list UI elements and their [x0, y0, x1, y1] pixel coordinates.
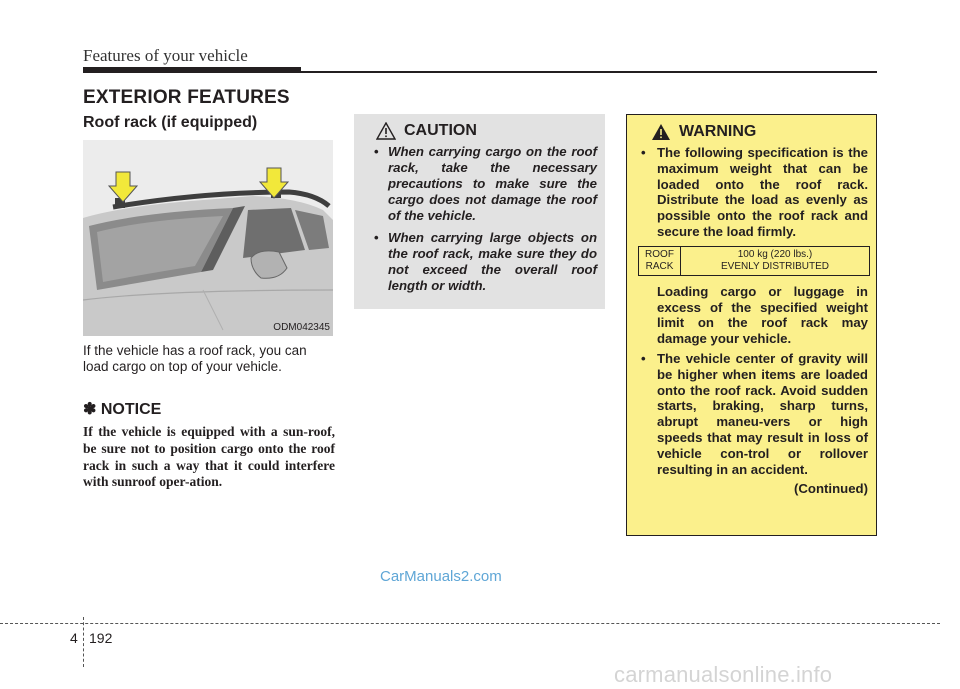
warning-triangle-filled-icon: [651, 123, 671, 141]
running-header: Features of your vehicle: [83, 46, 248, 65]
caution-heading: [376, 122, 597, 140]
roof-rack-figure: [83, 140, 333, 336]
footer-rule: [0, 623, 940, 624]
caution-list: [366, 144, 597, 294]
roof-rack-spec-table: [638, 246, 870, 276]
table-row: [639, 246, 870, 275]
list-item: • When carrying cargo on the roof rack, take the necessary precautions to make sure the cargo does not damage the roof of the vehicle.: [366, 144, 597, 224]
list-item: • The vehicle center of gravity will be higher when items are loaded onto the roof rack. Avoid sudden starts, braking, sharp turns, abrupt maneu-vers or high speeds that may result in loss of vehicle con-trol or rollover resulting in an accident.: [635, 351, 868, 477]
warning-list: [635, 145, 868, 240]
spec-row-label: ROOF RACK: [639, 246, 681, 275]
warning-list-2: [635, 351, 868, 477]
section-title: EXTERIOR FEATURES: [83, 87, 290, 108]
notice-title-text: NOTICE: [100, 401, 162, 418]
caution-title: CAUTION: [404, 122, 477, 139]
car-roof-illustration: [83, 140, 333, 336]
warning-title: WARNING: [679, 123, 757, 140]
figure-code: ODM042345: [273, 322, 330, 333]
header-rule-thick: [83, 67, 301, 73]
page-number: 192: [89, 630, 113, 646]
notice-symbol-icon: ✽: [83, 401, 97, 418]
watermark-link[interactable]: CarManuals2.com: [380, 568, 502, 585]
site-watermark: carmanualsonline.info: [614, 662, 833, 687]
warning-box: [626, 114, 877, 536]
warning-triangle-icon: [376, 122, 396, 140]
caution-box: [354, 114, 605, 309]
header-rule-thin: [301, 71, 877, 73]
warning-heading: [651, 123, 868, 141]
intro-text: If the vehicle has a roof rack, you can load cargo on top of your vehicle.: [83, 343, 307, 374]
notice-title: [83, 399, 161, 419]
list-item: • The following specification is the maximum weight that can be loaded onto the roof rack. Distribute the load as evenly as possible onto the roof rack and secure the load firmly.: [635, 145, 868, 240]
subsection-title: Roof rack (if equipped): [83, 114, 258, 131]
continued-label: (Continued): [794, 481, 868, 497]
warning-continuation-text: Loading cargo or luggage in excess of the specified weight limit on the roof rack may damage your vehicle.: [657, 283, 868, 347]
chapter-number: 4: [70, 630, 78, 646]
notice-text: If the vehicle is equipped with a sun-roof, be sure not to position cargo onto the roof rack in such a way that it could interfere with sunroof oper-ation.: [83, 424, 335, 490]
list-item: • When carrying large objects on the roof rack, make sure they do not exceed the overall roof length or width.: [366, 230, 597, 294]
footer-tick: [83, 617, 84, 667]
spec-value: 100 kg (220 lbs.) EVENLY DISTRIBUTED: [681, 246, 870, 275]
